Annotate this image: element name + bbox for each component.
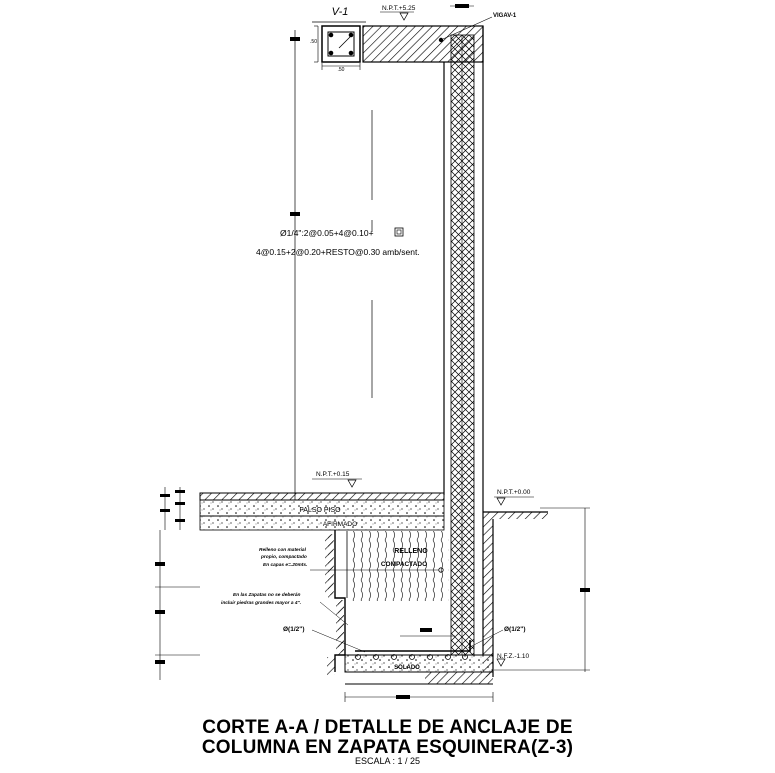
slab-dimensions xyxy=(155,487,200,680)
level-top-label: N.P.T.+5.25 xyxy=(382,5,416,12)
stirrup-note xyxy=(256,228,420,257)
solado-label: SOLADO xyxy=(394,665,420,671)
fill-label-2: COMPACTADO xyxy=(380,561,428,568)
ground-right xyxy=(483,489,590,677)
fill-note-1: Relleno con material xyxy=(259,548,306,553)
section-height-dim: .50 xyxy=(310,39,317,45)
level-marker-top xyxy=(380,5,416,20)
bar-left-label: Ø(1/2") xyxy=(283,626,305,633)
section-width-dim: .50 xyxy=(337,67,345,73)
column-height-dimension xyxy=(290,30,372,500)
footing xyxy=(345,628,530,702)
drawing-scale: ESCALA : 1 / 25 xyxy=(354,756,421,766)
section-label: V-1 xyxy=(331,6,349,18)
top-beam xyxy=(363,4,517,62)
drawing-title-line2: COLUMNA EN ZAPATA ESQUINERA(Z-3) xyxy=(201,737,574,758)
drawing-title-line1: CORTE A-A / DETALLE DE ANCLAJE DE xyxy=(202,717,573,738)
beam-label: VIGAV-1 xyxy=(493,13,517,19)
footing-note-1: En las Zapatas no se deberán xyxy=(233,593,301,598)
slab-label: FALSO PISO xyxy=(299,507,341,514)
fill-note-2: propio, compactado xyxy=(261,555,307,560)
level-floor-label: N.P.T.+0.15 xyxy=(316,471,350,478)
footing-note-2: incluir piedras grandes mayor a 4". xyxy=(221,601,302,606)
bar-right-label: Ø(1/2") xyxy=(504,626,526,633)
stirrup-note-line1: Ø1/4":2@0.05+4@0.10+ xyxy=(280,228,374,238)
column-section xyxy=(310,6,366,73)
excavation xyxy=(310,530,449,675)
level-ground-label: N.P.T.+0.00 xyxy=(497,489,531,496)
level-footing-label: N.F.Z.-1.10 xyxy=(497,653,530,660)
column xyxy=(444,26,483,655)
fill-label-1: RELLENO xyxy=(394,548,428,555)
floor-slab xyxy=(200,471,444,530)
stirrup-note-line2: 4@0.15+2@0.20+RESTO@0.30 amb/sent. xyxy=(256,247,420,257)
fill-note-3: En capas e=.20mts. xyxy=(263,563,308,568)
base-label: AFIRMADO xyxy=(322,521,358,528)
